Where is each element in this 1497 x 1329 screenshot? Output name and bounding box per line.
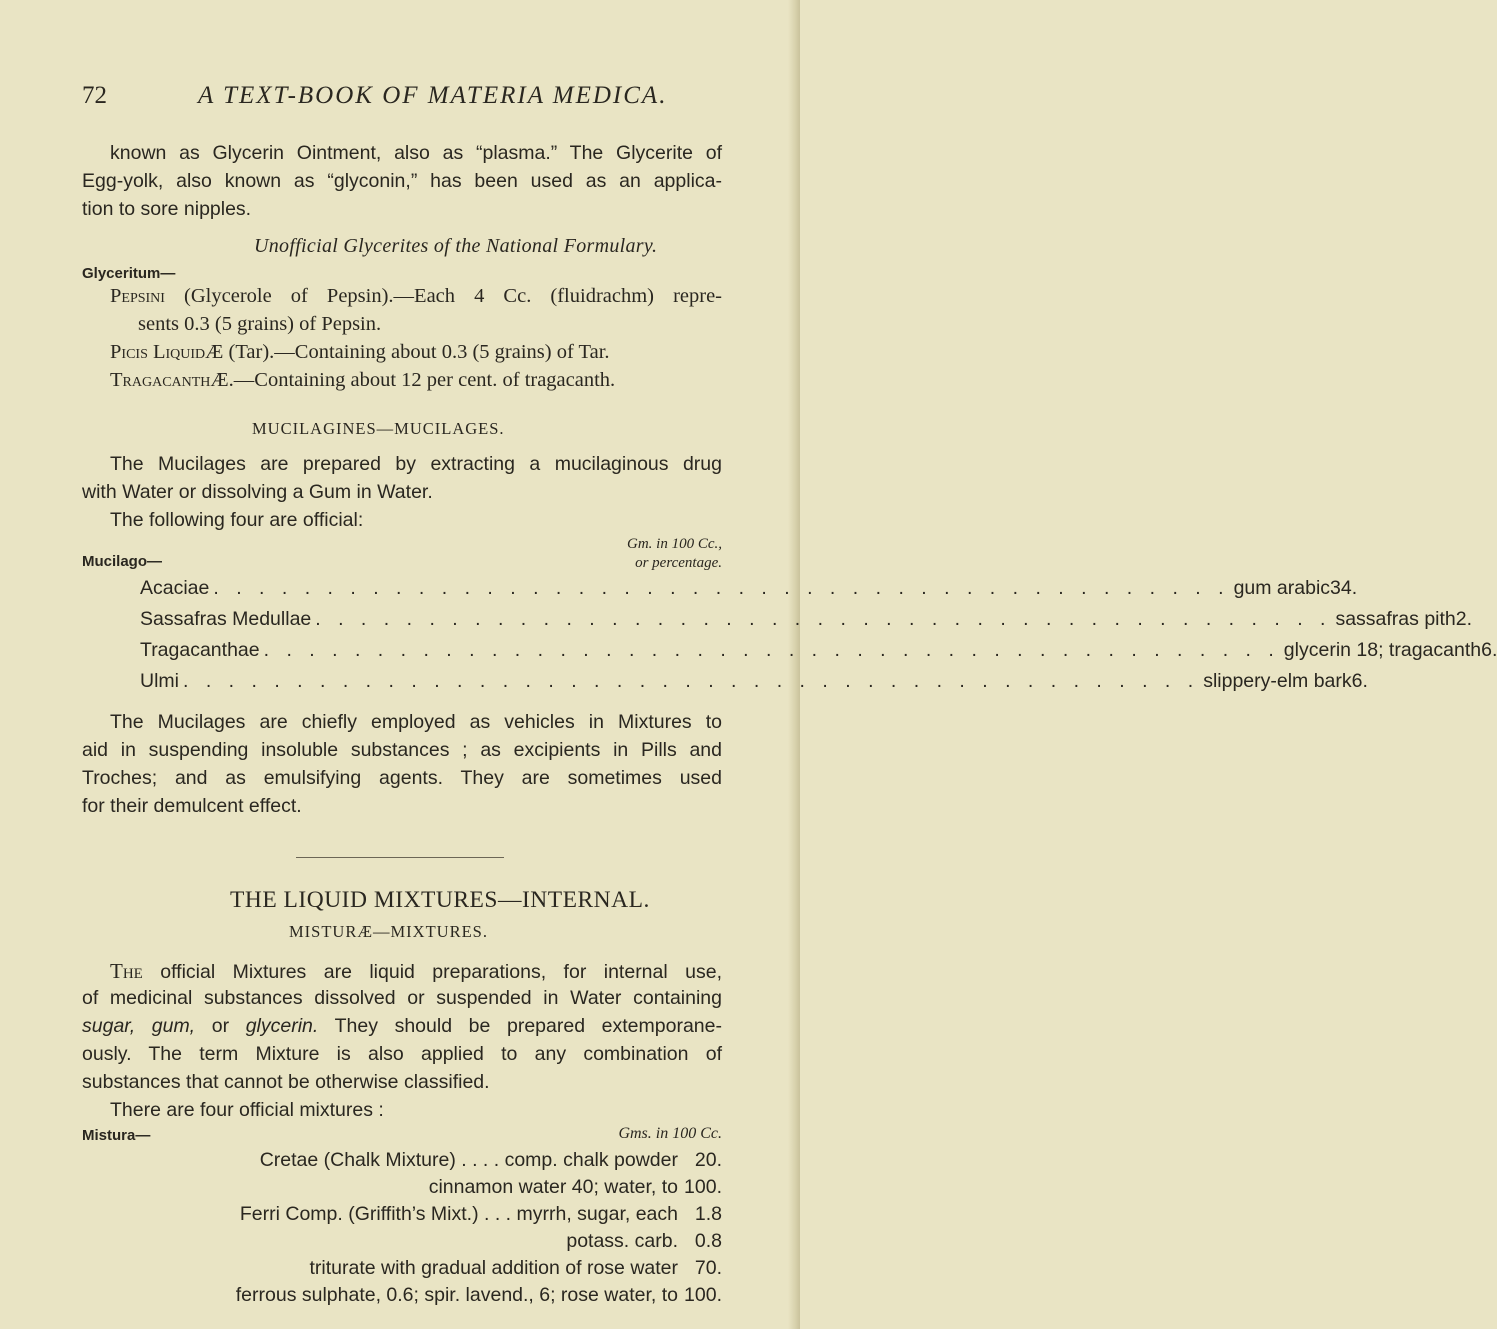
word-glycerin: glycerin. xyxy=(245,1015,319,1037)
mixtures-para-line-1-text: official Mixtures are liquid preparations, for internal use, xyxy=(142,961,722,983)
glycerite-pepsini-line-2: sents 0.3 (5 grains) of Pepsin. xyxy=(138,313,382,335)
mixture-entry-text: triturate with gradual addition of rose water xyxy=(309,1257,678,1279)
mixture-entry-text: Cretae (Chalk Mixture) . . . . comp. chalk powder xyxy=(259,1149,678,1171)
liquid-mixtures-heading: THE LIQUID MIXTURES—INTERNAL. xyxy=(230,887,650,913)
mucilage-desc: glycerin 18; tragacanth xyxy=(1283,639,1482,661)
mixture-entry-amount: 100. xyxy=(684,1176,722,1198)
mixtures-para-line-3 xyxy=(82,1015,722,1038)
page-header xyxy=(82,82,722,116)
mucilages-following: The following four are official: xyxy=(110,509,364,531)
mucilages-heading: MUCILAGINES—MUCILAGES. xyxy=(252,419,505,438)
page-edge-shadow xyxy=(788,0,800,1329)
mixtures-four-official: There are four official mixtures : xyxy=(110,1099,384,1121)
mixtures-para-line-3-text: They should be prepared extemporane- xyxy=(318,1015,722,1037)
mucilage-desc: slippery-elm bark xyxy=(1203,670,1352,692)
mixture-entry-text: ferrous sulphate, 0.6; spir. lavend., 6; rose water, to xyxy=(235,1284,678,1306)
leader-dots: . . . . . . . . . . . . . . . . . . . . . . . . . . . . . . . . . . . . . . . . . . . . . xyxy=(263,639,1280,661)
intro-line-3: tion to sore nipples. xyxy=(82,198,252,220)
mucilages-units-line-2: or percentage. xyxy=(635,555,722,571)
mixtures-para-line-4: ously. The term Mixture is also applied to any combination of xyxy=(82,1043,722,1065)
glycerite-name-picis: Picis LiquidÆ xyxy=(110,341,224,363)
unofficial-glycerites-heading: Unofficial Glycerites of the National Formulary. xyxy=(254,235,658,257)
word-sugar: sugar, xyxy=(82,1015,136,1037)
mixture-entry-amount: 100. xyxy=(684,1284,722,1306)
intro-line-2: Egg-yolk, also known as “glyconin,” has been used as an applica- xyxy=(82,170,722,192)
glycerite-name-pepsini: Pepsini xyxy=(110,285,165,307)
mucilage-row-ulmi xyxy=(140,670,1368,700)
glyceritum-label: Glyceritum— xyxy=(82,265,176,282)
running-title: A TEXT-BOOK OF MATERIA MEDICA. xyxy=(198,82,668,109)
mucilages-units-line-1: Gm. in 100 Cc., xyxy=(627,536,722,552)
mixture-entry-text: Ferri Comp. (Griffith’s Mixt.) . . . myrrh, sugar, each xyxy=(239,1203,678,1225)
mucilage-row-tragacanthae xyxy=(140,639,1497,669)
mucilages-para-line-2: with Water or dissolving a Gum in Water. xyxy=(82,481,433,503)
mucilages-usage-line-1: The Mucilages are chiefly employed as vehicles in Mixtures to xyxy=(110,711,722,733)
glycerite-tragacanthae-text: —Containing about 12 per cent. of tragacanth. xyxy=(233,369,616,391)
mucilago-label: Mucilago— xyxy=(82,553,163,570)
word-gum: gum, xyxy=(151,1015,196,1037)
mucilage-name: Tragacanthae xyxy=(140,639,260,661)
mixture-entry-text: potass. carb. xyxy=(566,1230,678,1252)
mucilage-row-acaciae xyxy=(140,577,1358,607)
mixtures-para-line-2: of medicinal substances dissolved or suspended in Water containing xyxy=(82,987,722,1009)
mucilage-row-sassafras xyxy=(140,608,1473,638)
mucilages-usage-line-4: for their demulcent effect. xyxy=(82,795,302,817)
mixture-entry-amount: 0.8 xyxy=(694,1230,722,1252)
word-or: or xyxy=(195,1015,246,1037)
glycerite-pepsini-line-1 xyxy=(110,285,722,308)
mucilage-name: Sassafras Medullae xyxy=(140,608,312,630)
intro-line-1: known as Glycerin Ointment, also as “plasma.” The Glycerite of xyxy=(110,142,722,164)
glycerite-name-tragacanthae: TragacanthÆ. xyxy=(110,369,234,391)
glycerite-picis-line xyxy=(110,341,610,364)
mucilage-amount: 6. xyxy=(1351,670,1368,692)
mixture-entry-amount: 70. xyxy=(694,1257,722,1279)
mucilage-amount: 6. xyxy=(1481,639,1497,661)
leader-dots: . . . . . . . . . . . . . . . . . . . . . . . . . . . . . . . . . . . . . . . . . . . . . xyxy=(183,670,1200,692)
mistura-label: Mistura— xyxy=(82,1127,151,1144)
mucilage-desc: sassafras pith xyxy=(1335,608,1456,630)
page-number: 72 xyxy=(82,82,107,109)
mixtures-units: Gms. in 100 Cc. xyxy=(618,1125,722,1142)
mixtures-subheading: MISTURÆ—MIXTURES. xyxy=(289,922,488,941)
leader-dots: . . . . . . . . . . . . . . . . . . . . . . . . . . . . . . . . . . . . . . . . . . . . . xyxy=(315,608,1332,630)
mucilage-amount: 2. xyxy=(1455,608,1473,630)
glycerite-tragacanthae-line xyxy=(110,369,615,392)
mixture-entry-amount: 20. xyxy=(694,1149,722,1171)
mucilages-usage-line-2: aid in suspending insoluble substances ; as excipients in Pills and xyxy=(82,739,722,761)
mixture-entry-text: cinnamon water 40; water, to xyxy=(428,1176,678,1198)
mixtures-first-word: The xyxy=(110,959,143,983)
mucilage-name: Ulmi xyxy=(140,670,179,692)
mucilages-usage-line-3: Troches; and as emulsifying agents. They are sometimes used xyxy=(82,767,722,789)
mixtures-para-line-5: substances that cannot be otherwise classified. xyxy=(82,1071,490,1093)
mucilages-para-line-1: The Mucilages are prepared by extracting a mucilaginous drug xyxy=(110,453,722,475)
mucilage-name: Acaciae xyxy=(140,577,210,599)
leader-dots: . . . . . . . . . . . . . . . . . . . . . . . . . . . . . . . . . . . . . . . . . . . . . xyxy=(213,577,1230,599)
mucilage-desc: gum arabic xyxy=(1233,577,1331,599)
glycerite-picis-text: (Tar).—Containing about 0.3 (5 grains) of Tar. xyxy=(223,341,610,363)
section-divider xyxy=(296,857,504,858)
mixture-entry-amount: 1.8 xyxy=(694,1203,722,1225)
mixtures-para-line-1 xyxy=(110,959,722,984)
mucilage-amount: 34. xyxy=(1330,577,1358,599)
glycerite-pepsini-text-1: (Glycerole of Pepsin).—Each 4 Cc. (fluidrachm) repre- xyxy=(164,285,722,307)
